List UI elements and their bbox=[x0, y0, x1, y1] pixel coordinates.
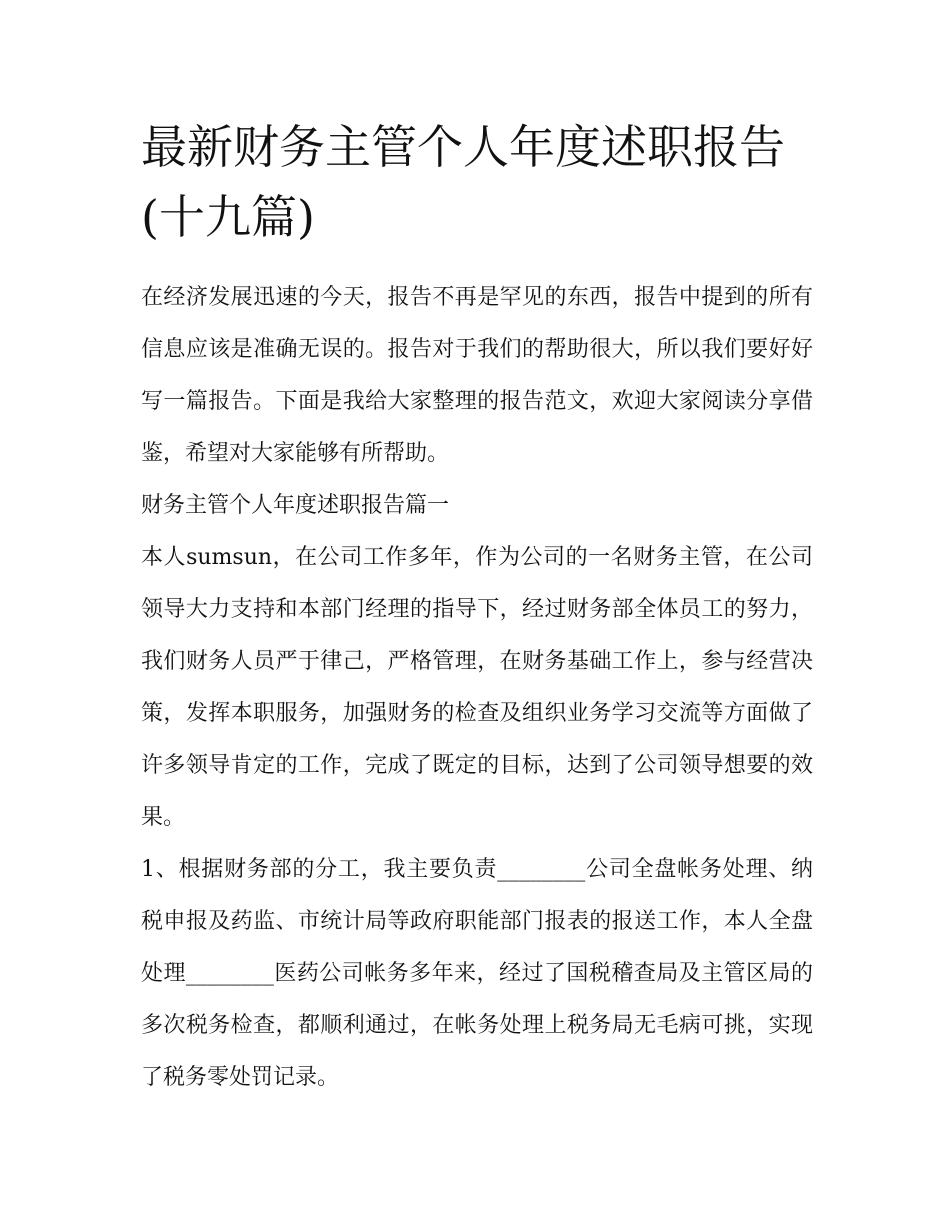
body-paragraph-1: 本人sumsun，在公司工作多年，作为公司的一名财务主管，在公司领导大力支持和本部门经理的指导下，经过财务部全体员工的努力，我们财务人员严于律己，严格管理，在财务基础工作上，参与经营决策，发挥本职服务，加强财务的检查及组织业务学习交流等方面做了许多领导肯定的工作，完成了既定的目标，达到了公司领导想要的效果。 bbox=[141, 545, 813, 830]
body-paragraph-2: 1、根据财务部的分工，我主要负责________公司全盘帐务处理、纳税申报及药监、市统计局等政府职能部门报表的报送工作，本人全盘处理________医药公司帐务多年来，经过了国税稽查局及主管区局的多次税务检查，都顺利通过，在帐务处理上税务局无毛病可挑，实现了税务零处罚记录。 bbox=[141, 857, 813, 1090]
document-title: 最新财务主管个人年度述职报告(十九篇) bbox=[141, 120, 785, 244]
document-body bbox=[141, 112, 813, 1104]
intro-paragraph: 在经济发展迅速的今天，报告不再是罕见的东西，报告中提到的所有信息应该是准确无误的。报告对于我们的帮助很大，所以我们要好好写一篇报告。下面是我给大家整理的报告范文，欢迎大家阅读分享借鉴，希望对大家能够有所帮助。 bbox=[141, 285, 813, 466]
section-heading: 财务主管个人年度述职报告篇一 bbox=[141, 493, 450, 518]
